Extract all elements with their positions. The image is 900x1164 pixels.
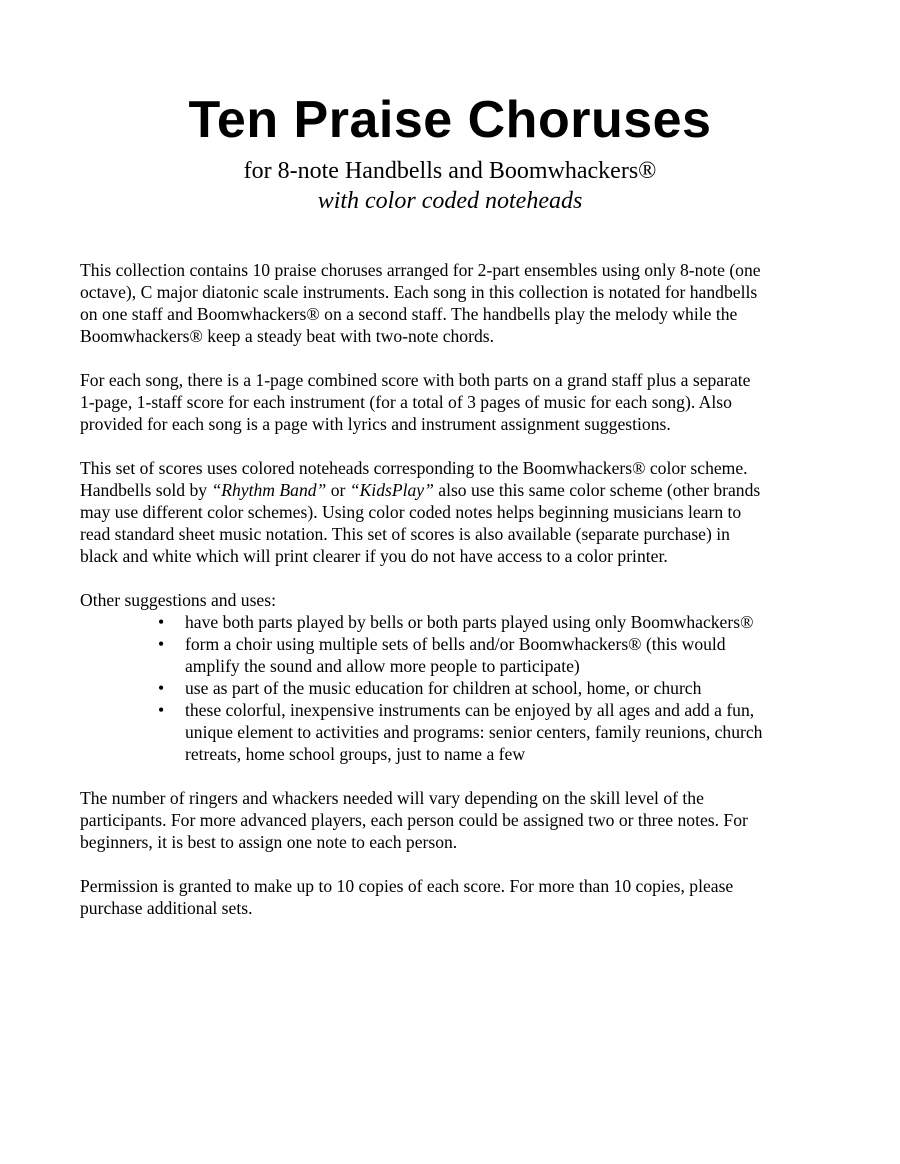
- page-subtitle: for 8-note Handbells and Boomwhackers®: [243, 158, 657, 184]
- paragraph-players: [80, 787, 840, 853]
- suggestions-list: [80, 611, 840, 765]
- paragraph-intro: [80, 259, 840, 347]
- text-line: octave), C major diatonic scale instruments. Each song in this collection is notated for handbells: [80, 282, 758, 302]
- body-text: [80, 259, 840, 941]
- text-line: may use different color schemes). Using color coded notes helps beginning musicians learn to: [80, 502, 742, 522]
- list-item: [80, 699, 840, 765]
- text-line: have both parts played by bells or both parts played using only Boomwhackers®: [185, 612, 754, 632]
- text-line: retreats, home school groups, just to name a few: [185, 744, 526, 764]
- text-line: these colorful, inexpensive instruments can be enjoyed by all ages and add a fun,: [185, 700, 755, 720]
- text-fragment: Handbells sold by: [80, 480, 212, 500]
- page-subtitle-italic: with color coded noteheads: [317, 188, 583, 214]
- list-item: [80, 611, 840, 633]
- text-fragment: or: [326, 480, 350, 500]
- text-line: on one staff and Boomwhackers® on a second staff. The handbells play the melody while the: [80, 304, 738, 324]
- paragraph-color-scheme: [80, 457, 840, 567]
- suggestions-heading: Other suggestions and uses:: [80, 590, 276, 610]
- text-line: participants. For more advanced players, each person could be assigned two or three notes. For: [80, 810, 748, 830]
- brand-name-kidsplay: “KidsPlay”: [349, 480, 434, 500]
- bullet-icon: •: [158, 678, 165, 698]
- text-line: 1-page, 1-staff score for each instrument (for a total of 3 pages of music for each song). Also: [80, 392, 732, 412]
- text-line: black and white which will print clearer if you do not have access to a color printer.: [80, 546, 668, 566]
- text-fragment: also use this same color scheme (other brands: [433, 480, 761, 500]
- bullet-icon: •: [158, 634, 165, 654]
- text-line: purchase additional sets.: [80, 898, 253, 918]
- bullet-icon: •: [158, 612, 165, 632]
- paragraph-scores: [80, 369, 840, 435]
- text-line: read standard sheet music notation. This set of scores is also available (separate purchase) in: [80, 524, 730, 544]
- paragraph-permission: [80, 875, 840, 919]
- text-line: For each song, there is a 1-page combined score with both parts on a grand staff plus a separate: [80, 370, 751, 390]
- text-line: beginners, it is best to assign one note to each person.: [80, 832, 458, 852]
- text-line: This collection contains 10 praise choruses arranged for 2-part ensembles using only 8-note (one: [80, 260, 761, 280]
- text-line: unique element to activities and programs: senior centers, family reunions, church: [185, 722, 763, 742]
- text-line: This set of scores uses colored noteheads corresponding to the Boomwhackers® color scheme.: [80, 458, 748, 478]
- text-line: use as part of the music education for children at school, home, or church: [185, 678, 702, 698]
- text-line: Permission is granted to make up to 10 copies of each score. For more than 10 copies, please: [80, 876, 734, 896]
- text-line: form a choir using multiple sets of bells and/or Boomwhackers® (this would: [185, 634, 726, 654]
- list-item: [80, 677, 840, 699]
- page-title: Ten Praise Choruses: [188, 91, 712, 149]
- text-line: [80, 479, 840, 501]
- bullet-icon: •: [158, 700, 165, 720]
- text-line: The number of ringers and whackers needed will vary depending on the skill level of the: [80, 788, 704, 808]
- brand-name-rhythm-band: “Rhythm Band”: [211, 480, 327, 500]
- list-item: [80, 633, 840, 677]
- text-line: amplify the sound and allow more people to participate): [185, 656, 580, 676]
- text-line: Boomwhackers® keep a steady beat with two-note chords.: [80, 326, 494, 346]
- text-line: provided for each song is a page with lyrics and instrument assignment suggestions.: [80, 414, 671, 434]
